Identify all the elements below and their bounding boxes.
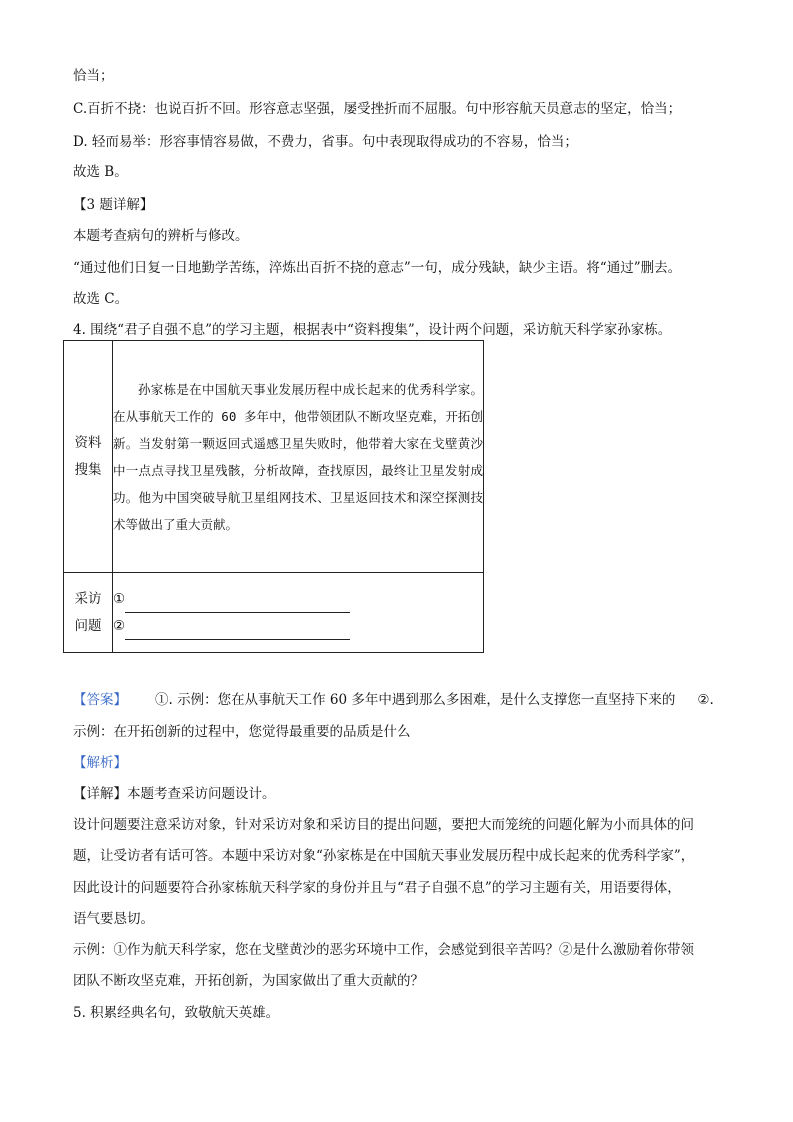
answer-part-1: ①. 示例：您在从事航天工作 60 多年中遇到那么多困难，是什么支撑您一直坚持下来的 (155, 692, 676, 708)
answer-line (73, 690, 714, 710)
text-line: 语气要恳切。 (73, 911, 154, 927)
text-line: 设计问题要注意采访对象，针对采访对象和采访目的提出问题，要把大而笼统的问题化解为小而具体的问 (73, 817, 694, 833)
table-question-cells (113, 573, 484, 653)
text-line: “通过他们日复一日地勤学苦练，淬炼出百折不挠的意志”一句，成分残缺，缺少主语。将“通过”删去。 (73, 260, 682, 276)
answer-part-2: 示例：在开拓创新的过程中，您觉得最重要的品质是什么 (73, 724, 411, 740)
table-materials-text: 孙家栋是在中国航天事业发展历程中成长起来的优秀科学家。在从事航天工作的 60 多年中，他带领团队不断攻坚克难，开拓创新。当发射第一颗返回式遥感卫星失败时，他带着大家在戈壁黄沙中一点点寻找卫星残骸，分析故障，查找原因，最终让卫星发射成功。他为中国突破导航卫星组网技术、卫星返回技术和深空探测技术等做出了重大贡献。 (113, 341, 484, 573)
text-line: D. 轻而易举：形容事情容易做，不费力，省事。句中表现取得成功的不容易，恰当； (73, 134, 578, 150)
text-line: 本题考查病句的辨析与修改。 (73, 228, 249, 244)
text-line: 故选 B。 (73, 164, 128, 180)
table-header-materials (64, 341, 113, 573)
text-line: C.百折不挠：也说百折不回。形容意志坚强，屡受挫折而不屈服。句中形容航天员意志的坚定，恰当； (73, 101, 682, 117)
analysis-tag: 【解析】 (73, 755, 127, 771)
question-blank-1[interactable]: ① (113, 586, 483, 613)
answer-part-2-number: ②. (697, 692, 714, 708)
question-4-prompt: 4. 围绕“君子自强不息”的学习主题，根据表中“资料搜集”，设计两个问题，采访航天科学家孙家栋。 (73, 322, 672, 338)
question-blank-2[interactable]: ② (113, 613, 483, 640)
text-line: 团队不断攻坚克难，开拓创新，为国家做出了重大贡献的？ (73, 973, 424, 989)
text-line: 题，让受访者有话可答。本题中采访对象“孙家栋是在中国航天事业发展历程中成长起来的优秀科学家”， (73, 848, 695, 864)
text-line: 示例：①作为航天科学家，您在戈壁黄沙的恶劣环境中工作，会感觉到很辛苦吗？②是什么激励着你带领 (73, 942, 694, 958)
text-line: 【详解】本题考查采访问题设计。 (73, 786, 276, 802)
blank-line (125, 596, 350, 613)
material-table (63, 340, 484, 653)
blank-line (125, 623, 350, 640)
section-heading: 【3 题详解】 (73, 197, 154, 213)
question-5-prompt: 5. 积累经典名句，致敬航天英雄。 (73, 1005, 280, 1021)
text-line: 故选 C。 (73, 291, 129, 307)
header-line: 搜集 (74, 461, 102, 478)
answer-tag: 【答案】 (73, 692, 127, 708)
header-line: 采访 (74, 590, 102, 607)
header-line: 问题 (74, 617, 102, 634)
text-line: 因此设计的问题要符合孙家栋航天科学家的身份并且与“君子自强不息”的学习主题有关，用语要得体， (73, 880, 681, 896)
table-header-questions (64, 573, 113, 653)
header-line: 资料 (74, 434, 102, 451)
text-line: 恰当； (73, 68, 114, 84)
